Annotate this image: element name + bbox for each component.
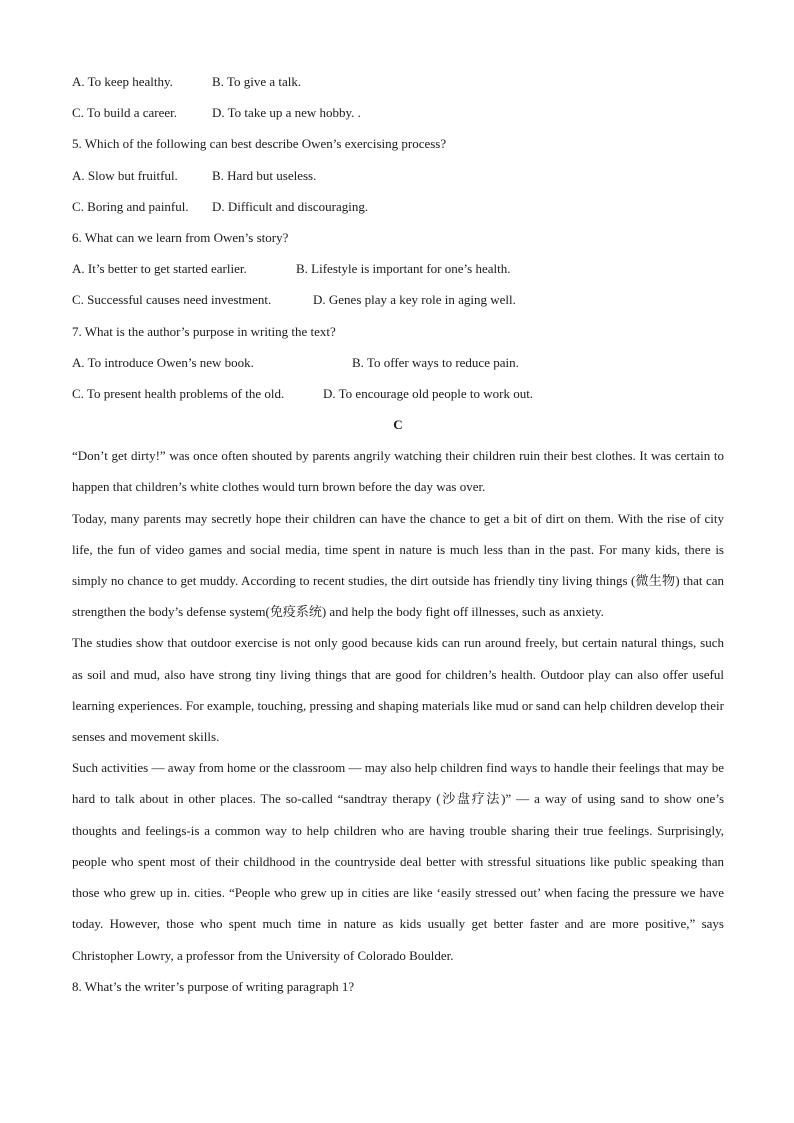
q6-stem: 6. What can we learn from Owen’s story? bbox=[72, 229, 289, 245]
q6-option-c: C. Successful causes need investment. bbox=[72, 292, 272, 308]
q5-option-a: A. Slow but fruitful. bbox=[72, 167, 178, 183]
exam-page bbox=[72, 66, 724, 1002]
q8-stem: 8. What’s the writer’s purpose of writing paragraph 1? bbox=[72, 978, 355, 994]
q7-option-b: B. To offer ways to reduce pain. bbox=[352, 354, 519, 370]
q7-option-d: D. To encourage old people to work out. bbox=[323, 385, 534, 401]
q5-options-row-1 bbox=[72, 160, 724, 191]
q4-option-c: C. To build a career. bbox=[72, 105, 177, 121]
q7-stem: 7. What is the author’s purpose in writing the text? bbox=[72, 323, 336, 339]
q6-option-b: B. Lifestyle is important for one’s health. bbox=[296, 261, 511, 277]
section-heading: C bbox=[393, 417, 403, 433]
q5-stem: 5. Which of the following can best describe Owen’s exercising process? bbox=[72, 136, 447, 152]
q7-option-a: A. To introduce Owen’s new book. bbox=[72, 354, 254, 370]
q5-options-row-2 bbox=[72, 191, 724, 222]
passage-paragraph-1: “Don’t get dirty!” was once often shouted by parents angrily watching their children ruin their best clothes. It was certain to happen that children’s white clothes would turn brown before the day was over. bbox=[72, 448, 724, 495]
passage-paragraph-4: Such activities — away from home or the classroom — may also help children find ways to handle their feelings that may be hard to talk about in other places. The so-called “sandtray therapy (沙盘疗法)” — a way of using sand to show one’s thoughts and feelings-is a common way to help children who are having trouble sharing their true feelings. Surprisingly, people who spent most of their childhood in the countryside deal better with stressful situations like public speaking than those who grew up in. cities. “People who grew up in cities are like ‘easily stressed out’ when facing the pressure we have today. However, those who spent much time in nature as kids usually get better faster and are more positive,” says Christopher Lowry, a professor from the University of Colorado Boulder. bbox=[72, 760, 724, 963]
q5-option-b: B. Hard but useless. bbox=[212, 167, 317, 183]
q7-option-c: C. To present health problems of the old. bbox=[72, 385, 285, 401]
q7-options-row-1 bbox=[72, 347, 724, 378]
q6-option-a: A. It’s better to get started earlier. bbox=[72, 261, 247, 277]
q4-options-row-1 bbox=[72, 66, 724, 97]
q7-options-row-2 bbox=[72, 378, 724, 409]
q6-options-row-2 bbox=[72, 284, 724, 315]
q4-option-b: B. To give a talk. bbox=[212, 74, 302, 89]
passage-paragraph-2: Today, many parents may secretly hope their children can have the chance to get a bit of dirt on them. With the rise of city life, the fun of video games and social media, time spent in nature is much less than in the past. For many kids, there is simply no chance to get muddy. According to recent studies, the dirt outside has friendly tiny living things (微生物) that can strengthen the body’s defense system(免疫系统) and help the body fight off illnesses, such as anxiety. bbox=[72, 510, 724, 620]
q4-option-a: A. To keep healthy. bbox=[72, 74, 173, 89]
passage-paragraph-3: The studies show that outdoor exercise is not only good because kids can run around freely, but certain natural things, such as soil and mud, also have strong tiny living things that are good for children’s health. Outdoor play can also offer useful learning experiences. For example, touching, pressing and shaping materials like mud or sand can help children develop their senses and movement skills. bbox=[72, 635, 724, 745]
q5-option-c: C. Boring and painful. bbox=[72, 198, 189, 214]
q4-option-d: D. To take up a new hobby. . bbox=[212, 105, 361, 121]
q6-option-d: D. Genes play a key role in aging well. bbox=[313, 292, 516, 308]
q6-options-row-1 bbox=[72, 253, 724, 284]
q5-option-d: D. Difficult and discouraging. bbox=[212, 198, 369, 214]
q4-options-row-2 bbox=[72, 97, 724, 128]
